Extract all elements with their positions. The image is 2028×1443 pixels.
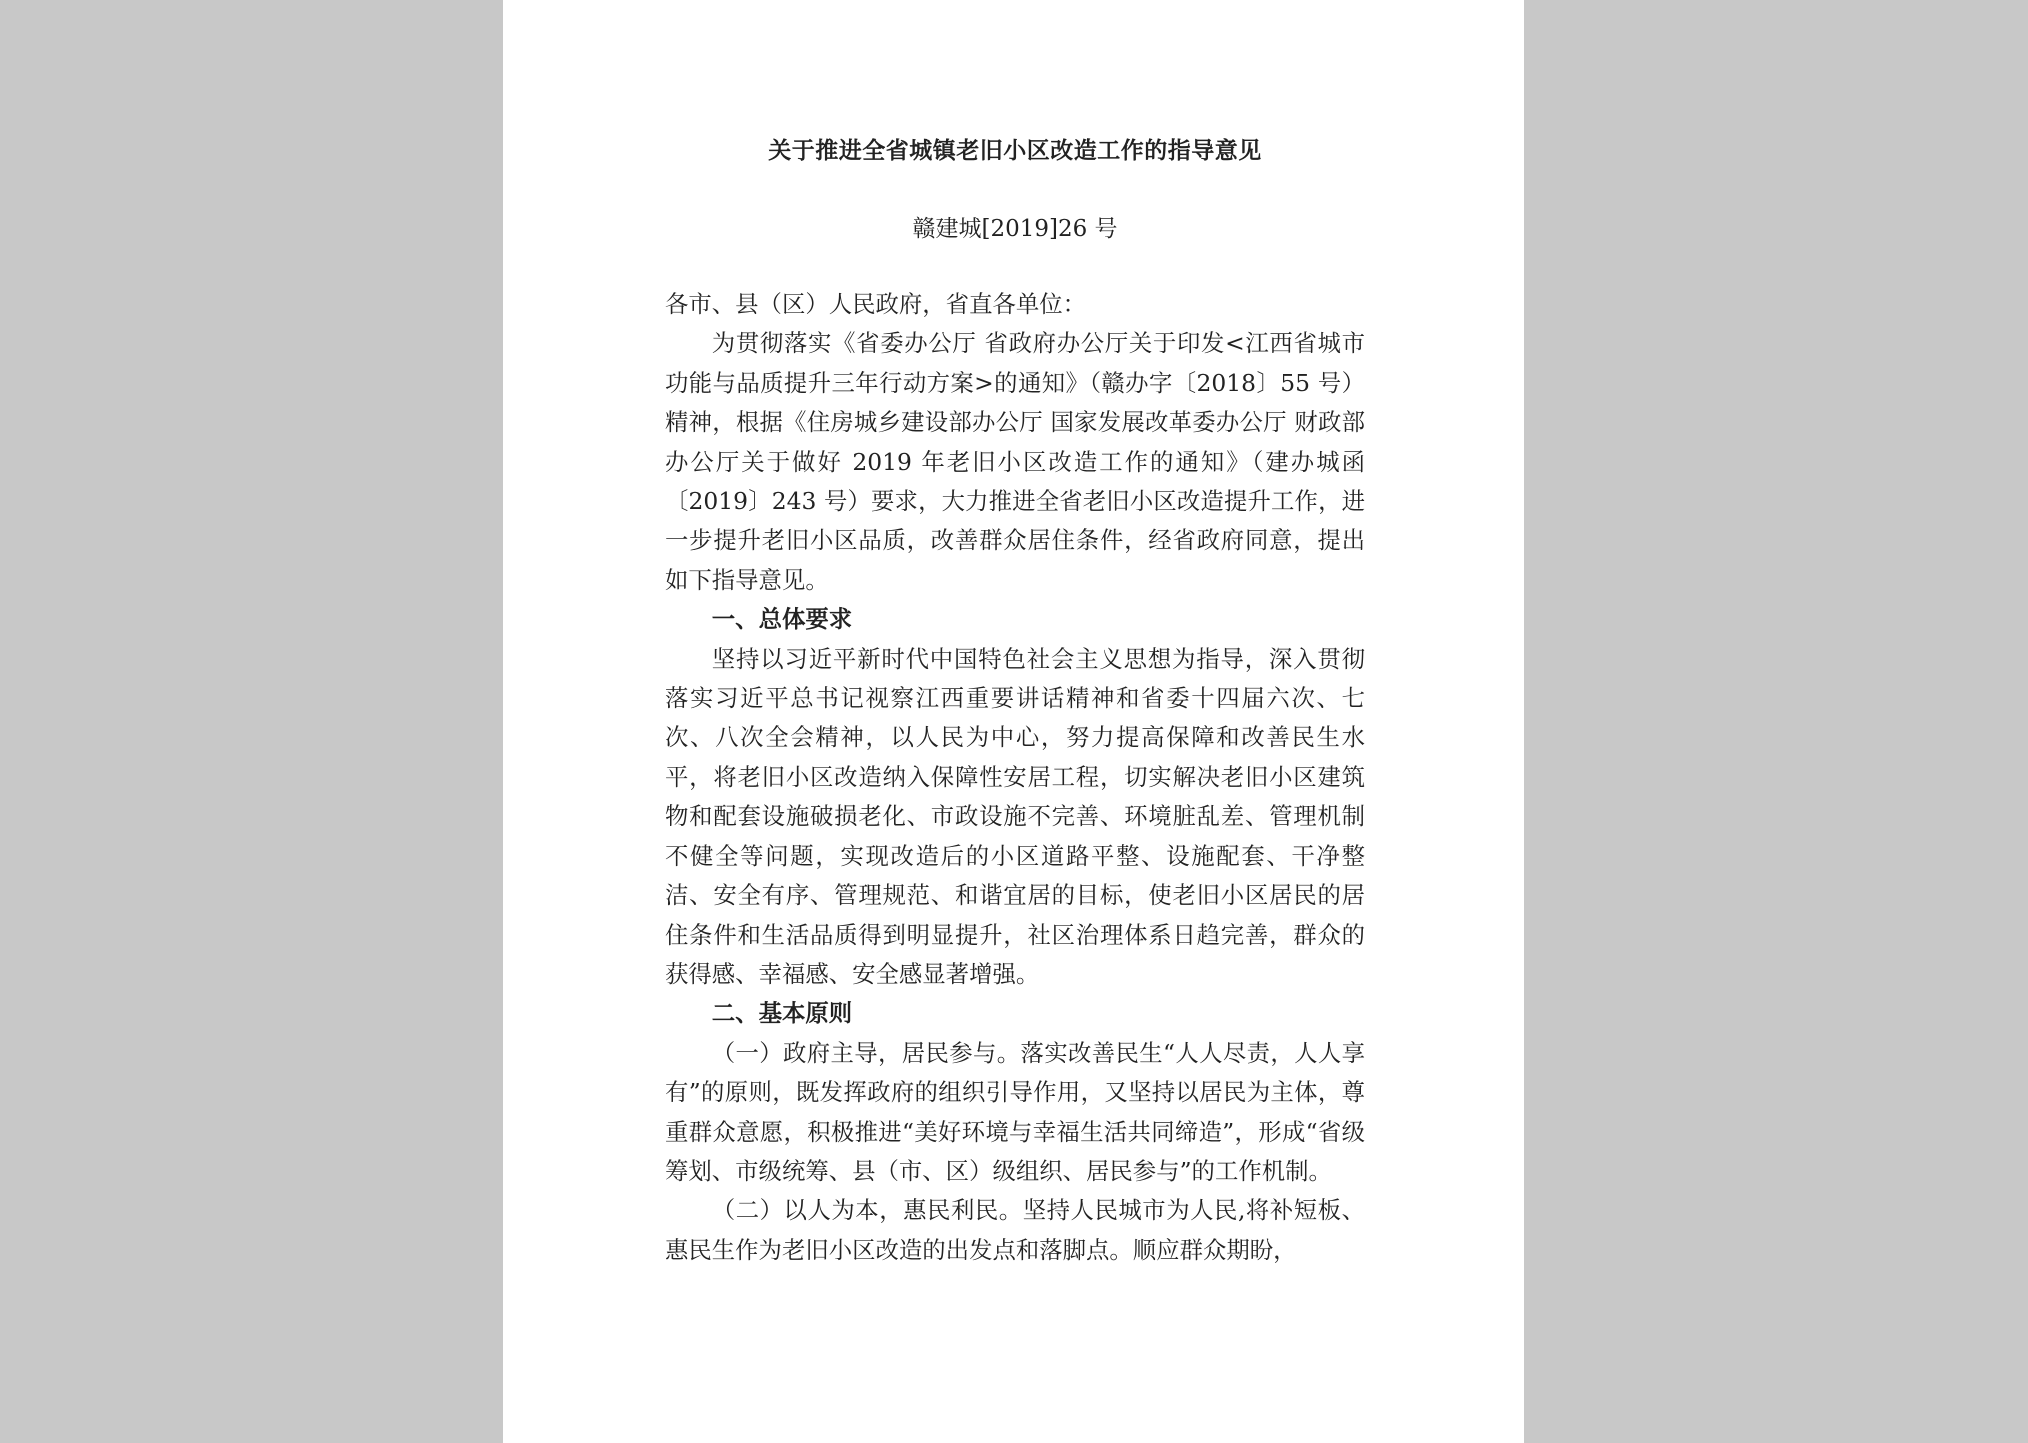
document-number: 赣建城[2019]26 号 bbox=[912, 216, 1118, 242]
principle-paragraph-1: （一）政府主导，居民参与。落实改善民生“人人尽责，人人享有”的原则，既发挥政府的组织引导作用，又坚持以居民为主体，尊重群众意愿，积极推进“美好环境与幸福生活共同缔造”，形成“省级筹划、市级统筹、县（市、区）级组织、居民参与”的工作机制。 bbox=[665, 1038, 1365, 1185]
intro-paragraph: 为贯彻落实《省委办公厅 省政府办公厅关于印发<江西省城市功能与品质提升三年行动方案>的通知》（赣办字〔2018〕55 号）精神，根据《住房城乡建设部办公厅 国家发展改革委办公厅 财政部办公厅关于做好 2019 年老旧小区改造工作的通知》（建办城函〔2019〕243 号）要求，大力推进全省老旧小区改造提升工作，进一步提升老旧小区品质，改善群众居住条件，经省政府同意，提出如下指导意见。 bbox=[665, 329, 1365, 594]
section-heading-basic-principles: 二、基本原则 bbox=[711, 999, 853, 1028]
section-heading-general-requirements: 一、总体要求 bbox=[711, 605, 853, 634]
salutation: 各市、县（区）人民政府，省直各单位： bbox=[665, 290, 1087, 318]
principle-paragraph-2: （二）以人为本，惠民利民。坚持人民城市为人民,将补短板、惠民生作为老旧小区改造的出发点和落脚点。顺应群众期盼， bbox=[665, 1196, 1365, 1264]
general-requirements-paragraph: 坚持以习近平新时代中国特色社会主义思想为指导，深入贯彻落实习近平总书记视察江西重要讲话精神和省委十四届六次、七次、八次全会精神，以人民为中心，努力提高保障和改善民生水平，将老旧小区改造纳入保障性安居工程，切实解决老旧小区建筑物和配套设施破损老化、市政设施不完善、环境脏乱差、管理机制不健全等问题，实现改造后的小区道路平整、设施配套、干净整洁、安全有序、管理规范、和谐宜居的目标，使老旧小区居民的居住条件和生活品质得到明显提升，社区治理体系日趋完善，群众的获得感、幸福感、安全感显著增强。 bbox=[665, 644, 1365, 988]
document-title: 关于推进全省城镇老旧小区改造工作的指导意见 bbox=[768, 137, 1262, 164]
document-body bbox=[665, 285, 1365, 1270]
document-page bbox=[503, 0, 1524, 1443]
